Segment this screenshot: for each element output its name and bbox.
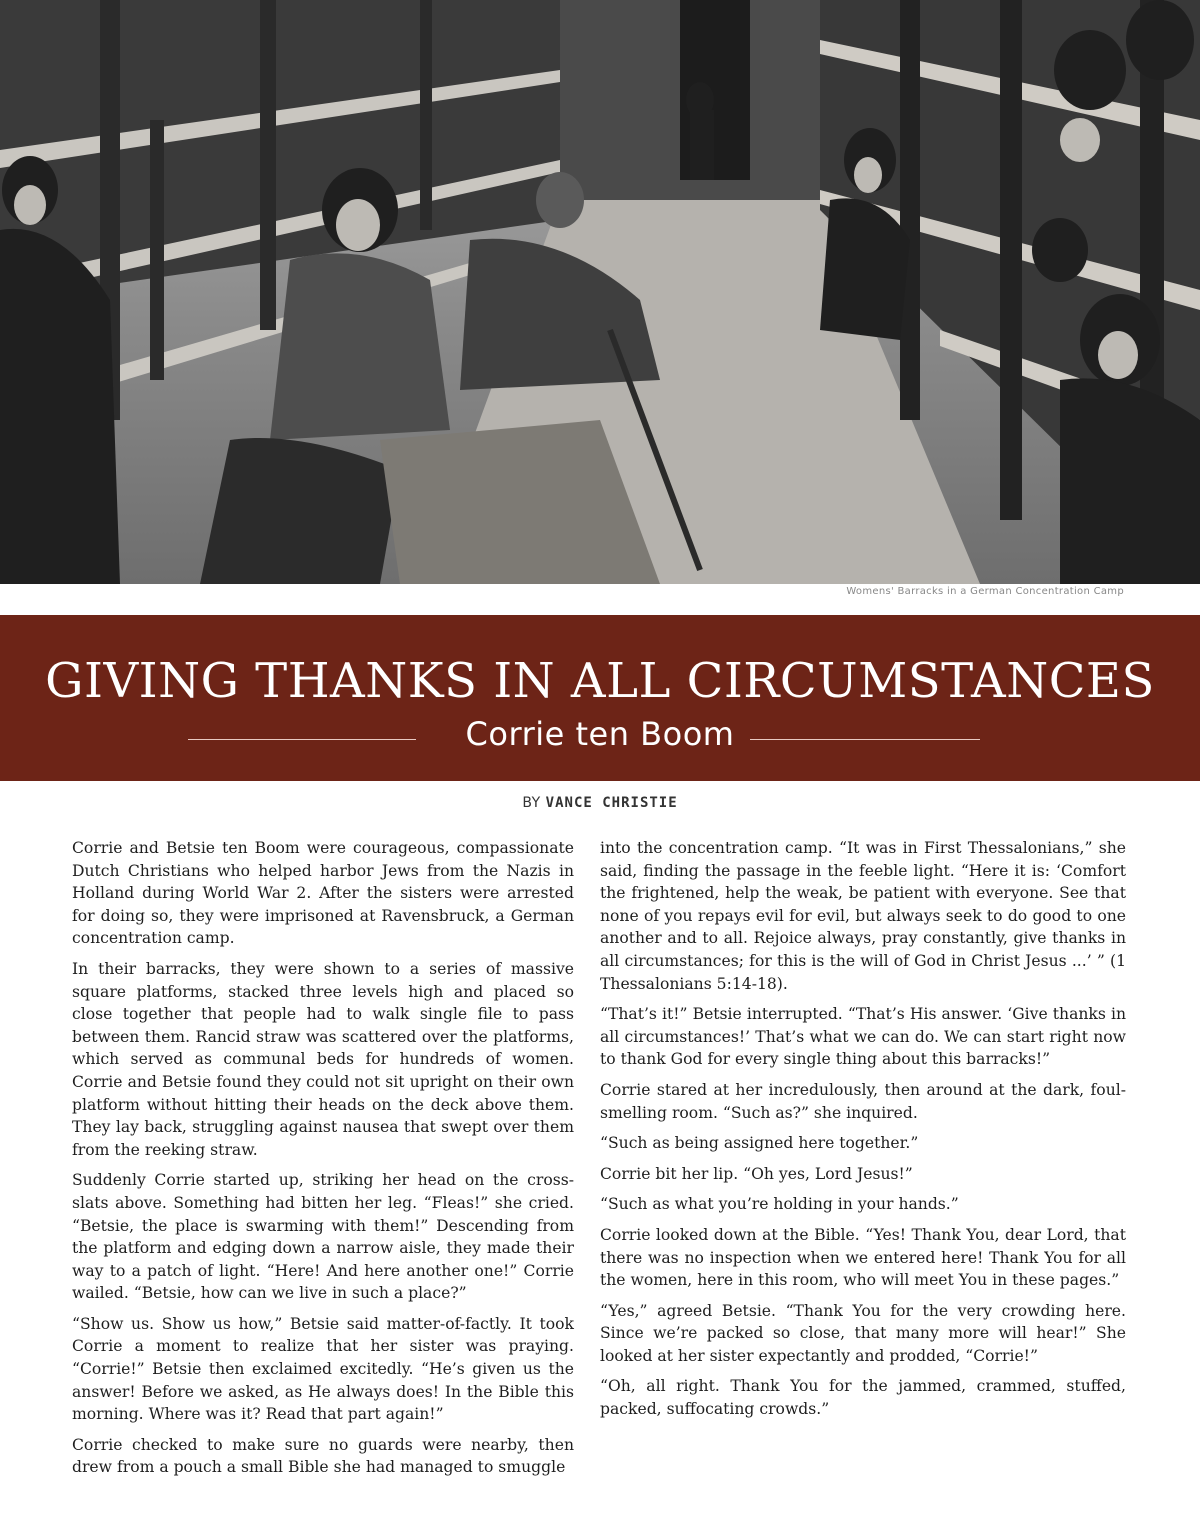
title-banner xyxy=(0,615,1200,781)
subtitle-rule-right xyxy=(750,739,980,740)
paragraph: into the concentration camp. “It was in First Thessalonians,” she said, finding the passage in the feeble light. “Here it is: ‘Comfort the frightened, help the weak, be patient with everyone. See that none of you repays evil for evil, but always seek to do good to one another and to all. Rejoice always, pray constantly, give thanks in all circumstances; for this is the will of God in Christ Jesus ...’ ” (1 Thessalonians 5:14-18). xyxy=(600,839,1126,993)
paragraph: “Show us. Show us how,” Betsie said matter-of-factly. It took Corrie a moment to realize that her sister was praying. “Corrie!” Betsie then exclaimed excitedly. “He’s given us the answer! Before we asked, as He always does! In the Bible this morning. Where was it? Read that part again!” xyxy=(72,1314,574,1424)
article-subtitle: Corrie ten Boom xyxy=(465,715,735,753)
byline-author: VANCE CHRISTIE xyxy=(545,795,678,811)
photo-illustration xyxy=(0,0,1200,584)
paragraph: In their barracks, they were shown to a series of massive square platforms, stacked three levels high and placed so close together that people had to walk single file to pass between them. Rancid straw was scattered over the platforms, which served as communal beds for hundreds of women. Corrie and Betsie found they could not sit upright on their own platform without hitting their heads on the deck above them. They lay back, struggling against nausea that swept over them from the reeking straw. xyxy=(72,959,574,1159)
byline xyxy=(0,795,1200,811)
photo-caption: Womens' Barracks in a German Concentration Camp xyxy=(846,586,1124,597)
paragraph: Corrie bit her lip. “Oh yes, Lord Jesus!” xyxy=(600,1164,913,1183)
paragraph: “That’s it!” Betsie interrupted. “That’s His answer. ‘Give thanks in all circumstances!’ That’s what we can do. We can start right now to thank God for every single thing about this barracks!” xyxy=(600,1005,1126,1069)
paragraph: Corrie looked down at the Bible. “Yes! Thank You, dear Lord, that there was no inspection when we entered here! Thank You for all the women, here in this room, who will meet You in these pages.” xyxy=(600,1225,1126,1290)
paragraph: Suddenly Corrie started up, striking her head on the cross-slats above. Something had bitten her leg. “Fleas!” she cried. “Betsie, the place is swarming with them!” Descending from the platform and edging down a narrow aisle, they made their way to a patch of light. “Here! And here another one!” Corrie wailed. “Betsie, how can we live in such a place?” xyxy=(72,1171,574,1303)
article-column-left xyxy=(72,837,574,1487)
article-title: GIVING THANKS IN ALL CIRCUMSTANCES xyxy=(45,653,1155,709)
paragraph: Corrie stared at her incredulously, then around at the dark, foul-smelling room. “Such as?” she inquired. xyxy=(600,1080,1126,1122)
paragraph: “Such as being assigned here together.” xyxy=(600,1134,919,1153)
article-column-right xyxy=(600,837,1126,1429)
barracks-photo xyxy=(0,0,1200,584)
paragraph: “Such as what you’re holding in your hands.” xyxy=(600,1195,959,1214)
paragraph: “Yes,” agreed Betsie. “Thank You for the very crowding here. Since we’re packed so close, that many more will hear!” She looked at her sister expectantly and prodded, “Corrie!” xyxy=(600,1301,1126,1365)
paragraph: Corrie and Betsie ten Boom were courageous, compassionate Dutch Christians who helped harbor Jews from the Nazis in Holland during World War 2. After the sisters were arrested for doing so, they were imprisoned at Ravensbruck, a German concentration camp. xyxy=(72,839,574,948)
byline-prefix: BY xyxy=(522,795,541,811)
paragraph: “Oh, all right. Thank You for the jammed, crammed, stuffed, packed, suffocating crowds.” xyxy=(600,1377,1126,1419)
paragraph: Corrie checked to make sure no guards were nearby, then drew from a pouch a small Bible she had managed to smuggle xyxy=(72,1435,574,1477)
